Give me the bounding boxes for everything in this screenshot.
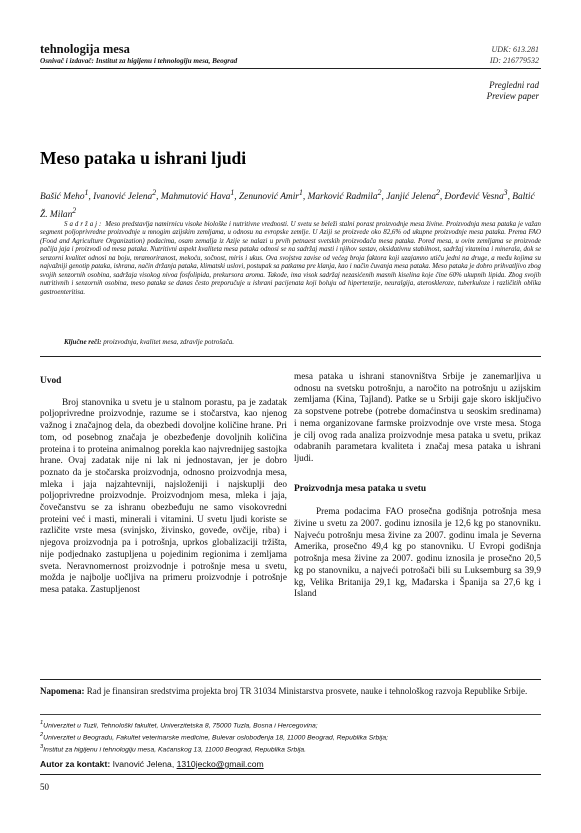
keywords-text: proizvodnja, kvalitet mesa, zdravlje potrošača.	[103, 338, 234, 346]
section-heading-intro: Uvod	[40, 376, 62, 386]
affiliation-item: $^2$Univerzitet u Beogradu, Fakultet veterinarske medicine, Bulevar oslobođenja 18, 11000 Beograd, Republika Srbija;	[40, 731, 388, 742]
author: Zenunović Amir$^1$	[238, 188, 303, 203]
contact-email-link[interactable]: 1310jecko@gmail.com	[176, 759, 264, 769]
page-bottom-divider	[40, 774, 541, 775]
funding-note	[40, 686, 541, 698]
right-column	[294, 372, 541, 601]
contact-label: Autor za kontakt:	[40, 759, 111, 769]
publisher-line: Osnivač i izdavač: Institut za higijenu i tehnologiju mesa, Beograd	[40, 57, 238, 65]
author-list: Bašić Meho$^1$, Ivanović Jelena$^2$, Mahmutović Hava$^1$, Zenunović Amir$^1$, Marković Radmila$^2$, Janjić Jelena$^2$, Đorđević Vesna$^3$, Baltić Ž. Milan$^2$	[40, 188, 535, 221]
keywords	[64, 338, 234, 346]
contact-author	[40, 759, 264, 769]
paper-type	[487, 80, 539, 102]
section-heading-production: Proizvodnja mesa pataka u svetu	[294, 483, 427, 494]
intro-paragraph-continued: mesa pataka u ishrani stanovništva Srbije je zanemarljiva u odnosu na svetsku potrošnju, a naročito na potrošnju u azijskim zemljama (Kina, Tajland). Patke se u Srbiji gaje skoro isključivo za sopstvene potrebe (potrebe domaćinstva u seoskim sredinama) i nema organizovane farmske proizvodnje ove vrste mesa. Stoga je cilj ovog rada analiza proizvodnje mesa pataka u svetu, prikaz odabranih parametara kvaliteta i značaj mesa pataka u ishrani ljudi.	[294, 372, 541, 464]
author: Đorđević Vesna$^3$	[444, 188, 508, 203]
note-label: Napomena:	[40, 686, 85, 696]
contact-name: Ivanović Jelena,	[112, 759, 175, 769]
header-divider	[40, 68, 541, 69]
author: Baltić Ž. Milan$^2$	[40, 192, 535, 221]
affiliation-item: $^1$Univerzitet u Tuzli, Tehnološki fakultet, Univerzitetska 8, 75000 Tuzla, Bosna i Hercegovina;	[40, 720, 318, 730]
author: Ivanović Jelena$^2$	[93, 188, 157, 203]
author: Marković Radmila$^2$	[307, 188, 382, 203]
affiliations	[40, 719, 541, 754]
abstract-divider	[40, 356, 541, 357]
abstract-text: Meso predstavlja namirnicu visoke biološke i nutritivne vrednosti. U svetu se beleži stalni porast proizvodnje mesa živine. Proizvodnja mesa pataka je važan segment poljoprivredne proizvodnje u mnogim azijskim zemljama, u odnosu na evropske zemlje. U Aziji se proizvede oko 82,6% od ukupne proizvodnje mesa pataka. Prema FAO (Food and Agriculture Organization) podacima, osam zemalja iz Azije se nalazi u prvih petnaest svetskih proizvođača mesa pataka. Pored mesa, u ovim zemljama se proizvode pačija jaja i proizvodi od mesa pataka. Nutritivni aspekt kvaliteta mesa pataka odnosi se na sadržaj masti i njihov sastav, oksidativnu stabilnost, sadržaj vitamina i minerala, dok se senzorni kvalitet odnosi na boju, mramoriranost, mekoću, sočnost, miris i ukus. Ova svojstva zavise od većeg broja faktora koji uzajamno utiču jedni na druge, a među kojima su najvažniji genotip pataka, ishrana, način držanja pataka, klimatski uslovi, postupak sa patkama pre klanja, kao i način čuvanja mesa pataka. Meso pataka je dobro prihvatljivo zbog svojih senzornih osobina, sadržaja visokog nivoa fosfolipida, prekursora aroma. Takođe, ima visok sadržaj nezasićenih masnih kiselina koje čine 60% ukupnih lipida. Zbog svojih nutritivnih i senzornih osobina, meso pataka se danas često preporučuje u ishrani pacijenata koji boluju od hipertenzije, neuralgija, ateroskleroze, tuberkuloze i različitih oblika gastroenteritisa.	[40, 221, 541, 296]
note-text: Rad je finansiran sredstvima projekta broj TR 31034 Ministarstva prosvete, nauke i tehnološkog razvoja Republike Srbije.	[86, 686, 528, 696]
footnote-divider	[40, 679, 541, 680]
paper-type-serbian: Pregledni rad	[489, 80, 539, 90]
production-paragraph: Prema podacima FAO prosečna godišnja potrošnja mesa živine u svetu za 2007. godinu iznosila je 12,6 kg po stanovniku. Najveću potrošnju mesa živine za 2007. godinu imala je Severna Amerika, prosečno 49,4 kg po stanovniku. U Evropi godišnja potrošnja mesa živine za 2007. godinu iznosila je prosečno 20,5 kg po stanovniku, a najveći potrošači bili su Luksemburg sa 39,9 kg, Velika Britanija 29,1 kg, Mađarska i Španija sa 27,6 kg i Island	[294, 507, 541, 600]
paper-title: Meso pataka u ishrani ljudi	[40, 148, 247, 168]
paper-type-english: Preview paper	[486, 91, 539, 101]
identifier-block	[490, 45, 539, 66]
journal-title: tehnologija mesa	[40, 42, 130, 56]
author: Mahmutović Hava$^1$	[160, 188, 235, 203]
abstract	[40, 221, 541, 297]
udk-code: UDK: 613.281	[491, 45, 539, 54]
intro-paragraph: Broj stanovnika u svetu je u stalnom porastu, pa je zadatak poljoprivredne proizvodnje, razume se i stočarstva, kao njenog važnog i značajnog dela, da obezbedi dovoljne količine hrane. Pri tom, od posebnog značaja je obezbeđenje dovoljnih količina proteina i to proteina animalnog porekla kao najvrednijeg sastojka hrane. Ovaj zadatak nije ni lak ni jednostavan, jer je dobro poznato da je stočarska proizvodnja, odnosno proizvodnja mesa, mleka i jaja najzahtevniji, najsloženiji i najskuplji deo poljoprivredne proizvodnje. Proizvodnjom mesa, mleka i jaja, čovečanstvu se za ishranu obezbeđuju ne samo visokovredni proteini već i masti, minerali i vitamini. U svetu ljudi koriste se različite vrste mesa (svinjsko, živinsko, goveđe, ovčije, riba) i njegova proizvodnja pa i potrošnja, uprkos globalizaciji tržišta, nije podjednako zastupljena u pojedinim regionima i zemljama sveta. Neravnomernost proizvodnje i potrošnje mesa u svetu, možda je najbolje uočljiva na primeru proizvodnje i potrošnje mesa pataka. Zastupljenost	[40, 397, 287, 595]
affiliation-item: $^3$Institut za higijenu i tehnologiju mesa, Kaćanskog 13, 11000 Beograd, Republika Srbija.	[40, 743, 307, 753]
id-code: ID: 216779532	[489, 55, 539, 65]
abstract-label: Sadržaj:	[64, 221, 104, 228]
left-column	[40, 372, 287, 597]
author: Bašić Meho$^1$	[40, 188, 89, 203]
keywords-label: Ključne reči:	[64, 338, 102, 346]
author: Janjić Jelena$^2$	[386, 188, 440, 203]
affiliation-divider	[40, 714, 541, 715]
page-number: 50	[40, 782, 49, 792]
